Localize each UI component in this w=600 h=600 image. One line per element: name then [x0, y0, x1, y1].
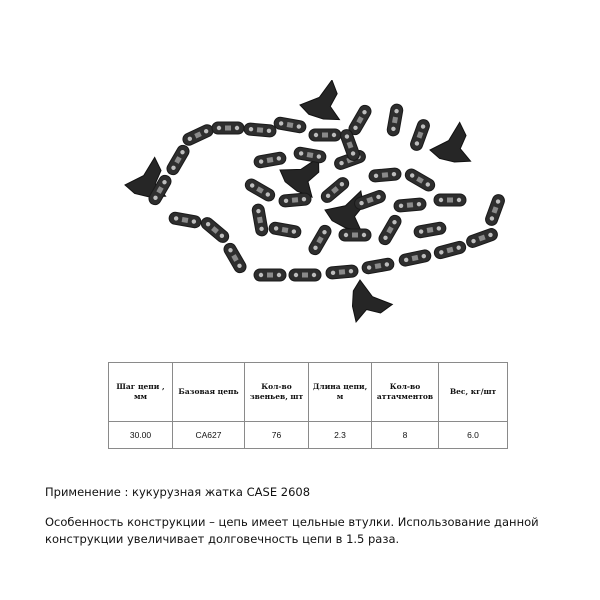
application-text: Применение : кукурузная жатка CASE 2608	[45, 485, 311, 499]
chain-spec-table	[108, 362, 508, 449]
header-weight: Вес, кг/шт	[439, 363, 508, 422]
cell-weight: 6.0	[439, 422, 508, 449]
cell-base-chain: CA627	[173, 422, 245, 449]
table-row	[109, 422, 508, 449]
roller-chain-illustration	[110, 80, 510, 350]
feature-description: Особенность конструкции – цепь имеет цельные втулки. Использование данной конструкции увеличивает долговечность цепи в 1.5 раза.	[45, 515, 539, 546]
cell-chain-length: 2.3	[309, 422, 372, 449]
product-image-chain	[110, 80, 510, 350]
cell-link-count: 76	[245, 422, 309, 449]
cell-chain-pitch: 30.00	[109, 422, 173, 449]
header-link-count: Кол-во звеньев, шт	[245, 363, 309, 422]
cell-attachment-count: 8	[372, 422, 439, 449]
table-header-row	[109, 363, 508, 422]
header-base-chain: Базовая цепь	[173, 363, 245, 422]
header-chain-length: Длина цепи, м	[309, 363, 372, 422]
header-attachment-count: Кол-во аттачментов	[372, 363, 439, 422]
header-chain-pitch: Шаг цепи , мм	[109, 363, 173, 422]
